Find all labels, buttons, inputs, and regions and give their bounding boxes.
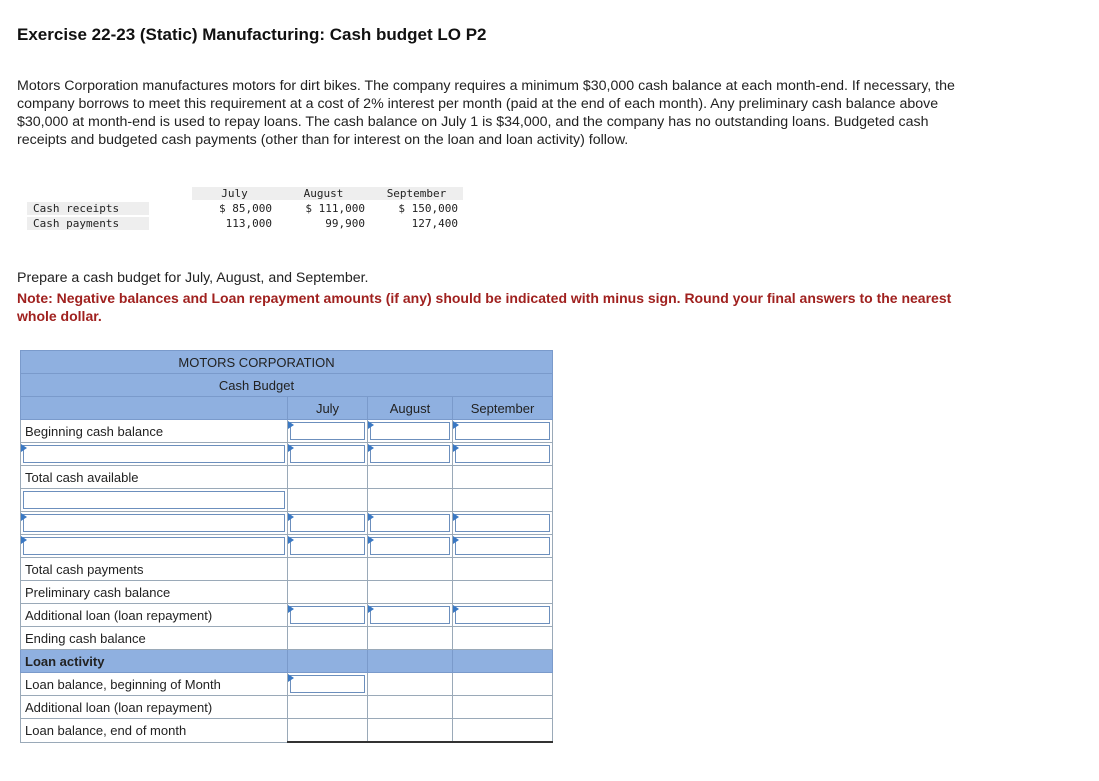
- given-value: $ 111,000: [305, 202, 365, 215]
- additional-loan-september-input[interactable]: [453, 604, 553, 627]
- row-label-input[interactable]: [21, 512, 288, 535]
- row-label: Loan balance, beginning of Month: [21, 673, 288, 696]
- receipts-july-input[interactable]: [288, 443, 368, 466]
- loan-begin-september: [453, 673, 553, 696]
- row-label: Total cash available: [21, 466, 288, 489]
- row-label: Preliminary cash balance: [21, 581, 288, 604]
- given-month-september: September: [370, 187, 463, 200]
- loan-additional-july: [288, 696, 368, 719]
- loan-additional-september: [453, 696, 553, 719]
- total-available-september: [453, 466, 553, 489]
- beginning-august-input[interactable]: [368, 420, 453, 443]
- payments-september-input[interactable]: [453, 512, 553, 535]
- row-loan-additional: [21, 696, 553, 719]
- row-loan-begin: [21, 673, 553, 696]
- row-label: Ending cash balance: [21, 627, 288, 650]
- instruction-text: Prepare a cash budget for July, August, and September.: [17, 270, 369, 286]
- column-header-blank: [21, 397, 288, 420]
- row-label-input[interactable]: [21, 489, 288, 512]
- budget-title: Cash Budget: [21, 374, 553, 397]
- loan-end-august: [368, 719, 453, 743]
- given-row-label: Cash payments: [27, 217, 149, 230]
- blank-cell: [288, 650, 368, 673]
- row-less-entry: [21, 489, 553, 512]
- additional-loan-july-input[interactable]: [288, 604, 368, 627]
- given-value: $ 85,000: [219, 202, 272, 215]
- row-additional-loan: [21, 604, 553, 627]
- beginning-july-input[interactable]: [288, 420, 368, 443]
- preliminary-july: [288, 581, 368, 604]
- page-title: Exercise 22-23 (Static) Manufacturing: Cash budget LO P2: [17, 25, 487, 44]
- total-payments-august: [368, 558, 453, 581]
- receipts-september-input[interactable]: [453, 443, 553, 466]
- preliminary-september: [453, 581, 553, 604]
- ending-july: [288, 627, 368, 650]
- row-label: Total cash payments: [21, 558, 288, 581]
- loan-end-september: [453, 719, 553, 743]
- given-value: 99,900: [325, 217, 365, 230]
- given-value: 113,000: [225, 217, 272, 230]
- row-label: Additional loan (loan repayment): [21, 604, 288, 627]
- row-label: Additional loan (loan repayment): [21, 696, 288, 719]
- row-payments-entry: [21, 512, 553, 535]
- given-month-july: July: [192, 187, 277, 200]
- loan-begin-august: [368, 673, 453, 696]
- row-receipts-entry: [21, 443, 553, 466]
- total-payments-september: [453, 558, 553, 581]
- loan-begin-july-input[interactable]: [288, 673, 368, 696]
- receipts-august-input[interactable]: [368, 443, 453, 466]
- additional-loan-august-input[interactable]: [368, 604, 453, 627]
- given-value: 127,400: [411, 217, 458, 230]
- column-header-row: [21, 397, 553, 420]
- blank-cell: [368, 489, 453, 512]
- budget-title-row: [21, 374, 553, 397]
- total-payments-july: [288, 558, 368, 581]
- blank-cell: [453, 650, 553, 673]
- row-ending: [21, 627, 553, 650]
- payments-july-input[interactable]: [288, 512, 368, 535]
- preliminary-august: [368, 581, 453, 604]
- company-header-row: [21, 351, 553, 374]
- row-loan-activity-header: [21, 650, 553, 673]
- section-label: Loan activity: [21, 650, 288, 673]
- given-month-august: August: [277, 187, 370, 200]
- row-beginning-cash: [21, 420, 553, 443]
- row-preliminary: [21, 581, 553, 604]
- interest-september-input[interactable]: [453, 535, 553, 558]
- blank-cell: [453, 489, 553, 512]
- row-label: Loan balance, end of month: [21, 719, 288, 743]
- note-text: Note: Negative balances and Loan repayment amounts (if any) should be indicated with minus sign. Round your final answers to the nearest whole dollar.: [17, 290, 952, 324]
- row-label-input[interactable]: [21, 443, 288, 466]
- blank-cell: [288, 489, 368, 512]
- row-interest-entry: [21, 535, 553, 558]
- column-header-september: September: [453, 397, 553, 420]
- row-total-payments: [21, 558, 553, 581]
- blank-cell: [368, 650, 453, 673]
- interest-july-input[interactable]: [288, 535, 368, 558]
- payments-august-input[interactable]: [368, 512, 453, 535]
- row-total-available: [21, 466, 553, 489]
- total-available-august: [368, 466, 453, 489]
- row-loan-end: [21, 719, 553, 743]
- loan-additional-august: [368, 696, 453, 719]
- ending-august: [368, 627, 453, 650]
- given-row-label: Cash receipts: [27, 202, 149, 215]
- ending-september: [453, 627, 553, 650]
- beginning-september-input[interactable]: [453, 420, 553, 443]
- problem-description: Motors Corporation manufactures motors for dirt bikes. The company requires a minimum $30,000 cash balance at each month-end. If necessary, the company borrows to meet this requirement at a cost of 2% interest per month (paid at the end of each month). Any preliminary cash balance above $30,000 at month-end is used to repay loans. The cash balance on July 1 is $34,000, and the company has no outstanding loans. Budgeted cash receipts and budgeted cash payments (other than for interest on the loan and loan activity) follow.: [17, 78, 955, 148]
- row-label-input[interactable]: [21, 535, 288, 558]
- column-header-july: July: [288, 397, 368, 420]
- total-available-july: [288, 466, 368, 489]
- given-value: $ 150,000: [398, 202, 458, 215]
- row-label: Beginning cash balance: [21, 420, 288, 443]
- loan-end-july: [288, 719, 368, 743]
- cash-budget-table: [20, 350, 553, 743]
- company-name: MOTORS CORPORATION: [21, 351, 553, 374]
- column-header-august: August: [368, 397, 453, 420]
- interest-august-input[interactable]: [368, 535, 453, 558]
